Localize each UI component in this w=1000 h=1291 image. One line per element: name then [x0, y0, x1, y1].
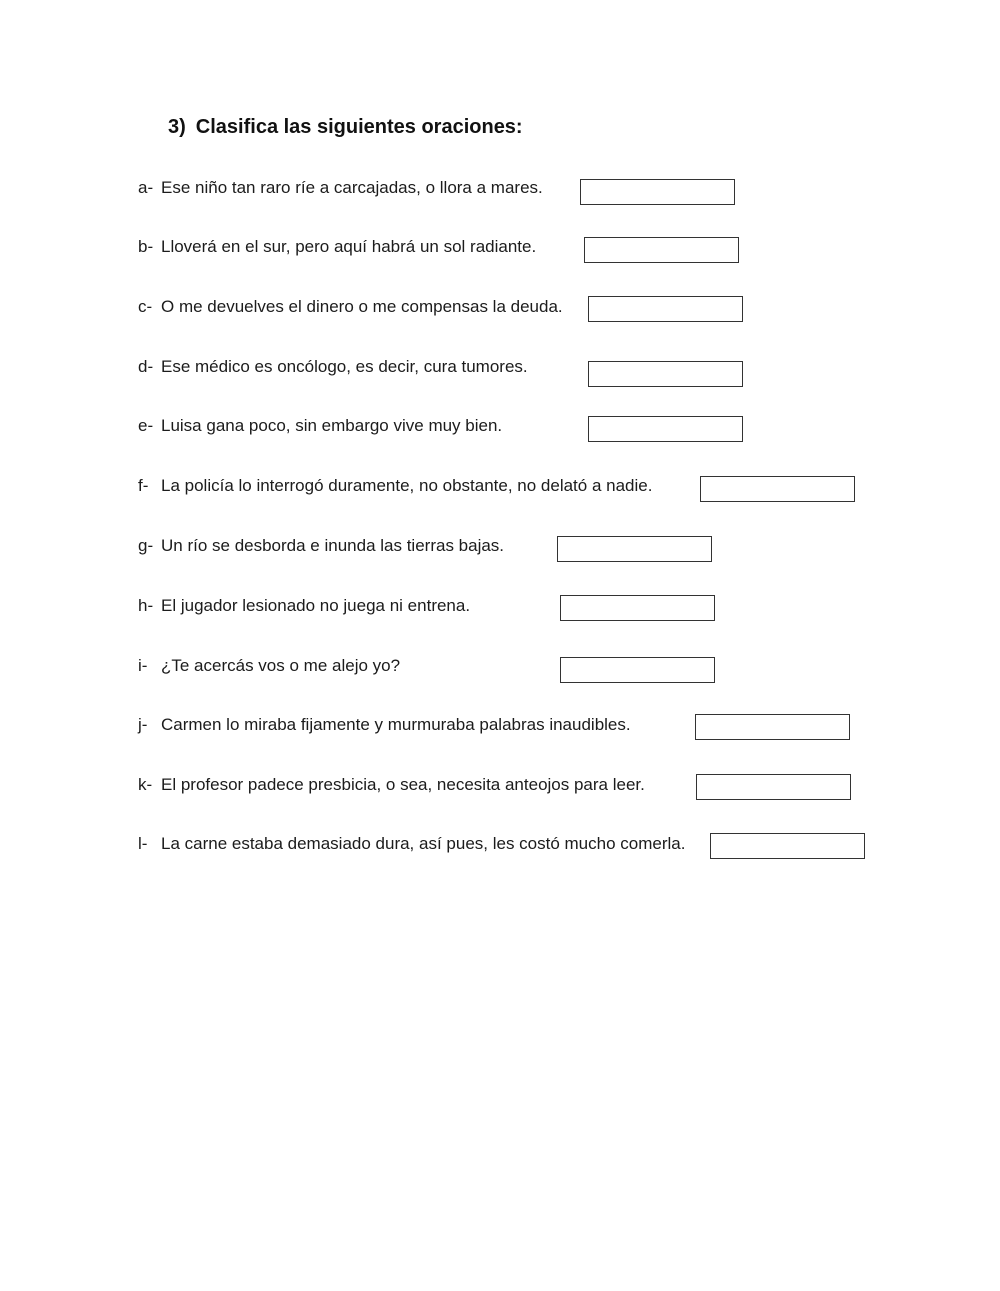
item-text: Ese niño tan raro ríe a carcajadas, o llora a mares. — [161, 178, 543, 197]
item-letter: e- — [138, 416, 154, 435]
item-text: O me devuelves el dinero o me compensas la deuda. — [161, 297, 563, 316]
sentence-item-i — [138, 654, 400, 678]
item-letter: d- — [138, 357, 154, 376]
sentence-item-l — [138, 832, 685, 856]
item-text: El profesor padece presbicia, o sea, necesita anteojos para leer. — [161, 775, 645, 794]
item-letter: h- — [138, 596, 154, 615]
answer-box-l[interactable] — [710, 833, 865, 859]
item-text: Carmen lo miraba fijamente y murmuraba palabras inaudibles. — [161, 715, 631, 734]
answer-box-g[interactable] — [557, 536, 712, 562]
sentence-item-e — [138, 414, 502, 438]
answer-box-e[interactable] — [588, 416, 743, 442]
answer-box-a[interactable] — [580, 179, 735, 205]
sentence-item-b — [138, 235, 536, 259]
answer-box-c[interactable] — [588, 296, 743, 322]
item-letter: k- — [138, 775, 153, 794]
item-text: ¿Te acercás vos o me alejo yo? — [161, 656, 401, 675]
item-letter: b- — [138, 237, 154, 256]
answer-box-d[interactable] — [588, 361, 743, 387]
exercise-number: 3) — [168, 116, 186, 138]
item-letter: a- — [138, 178, 154, 197]
sentence-item-g — [138, 534, 504, 558]
item-text: Ese médico es oncólogo, es decir, cura tumores. — [161, 357, 528, 376]
sentence-item-h — [138, 594, 470, 618]
item-letter: j- — [138, 715, 148, 734]
item-letter: g- — [138, 536, 154, 555]
item-letter: l- — [138, 834, 148, 853]
item-text: Lloverá en el sur, pero aquí habrá un sol radiante. — [161, 237, 537, 256]
item-text: El jugador lesionado no juega ni entrena. — [161, 596, 471, 615]
item-text: Un río se desborda e inunda las tierras bajas. — [161, 536, 505, 555]
sentence-item-j — [138, 713, 631, 737]
item-letter: i- — [138, 656, 148, 675]
answer-box-i[interactable] — [560, 657, 715, 683]
answer-box-h[interactable] — [560, 595, 715, 621]
answer-box-j[interactable] — [695, 714, 850, 740]
exercise-title-text: Clasifica las siguientes oraciones: — [195, 116, 523, 138]
item-text: La carne estaba demasiado dura, así pues, les costó mucho comerla. — [161, 834, 686, 853]
item-letter: c- — [138, 297, 153, 316]
answer-box-f[interactable] — [700, 476, 855, 502]
sentence-item-d — [138, 355, 528, 379]
item-text: Luisa gana poco, sin embargo vive muy bien. — [161, 416, 503, 435]
sentence-item-f — [138, 474, 652, 498]
sentence-item-a — [138, 176, 543, 200]
answer-box-b[interactable] — [584, 237, 739, 263]
item-text: La policía lo interrogó duramente, no obstante, no delató a nadie. — [161, 476, 653, 495]
exercise-title — [168, 116, 523, 139]
sentence-item-k — [138, 773, 645, 797]
item-letter: f- — [138, 476, 149, 495]
sentence-item-c — [138, 295, 563, 319]
answer-box-k[interactable] — [696, 774, 851, 800]
